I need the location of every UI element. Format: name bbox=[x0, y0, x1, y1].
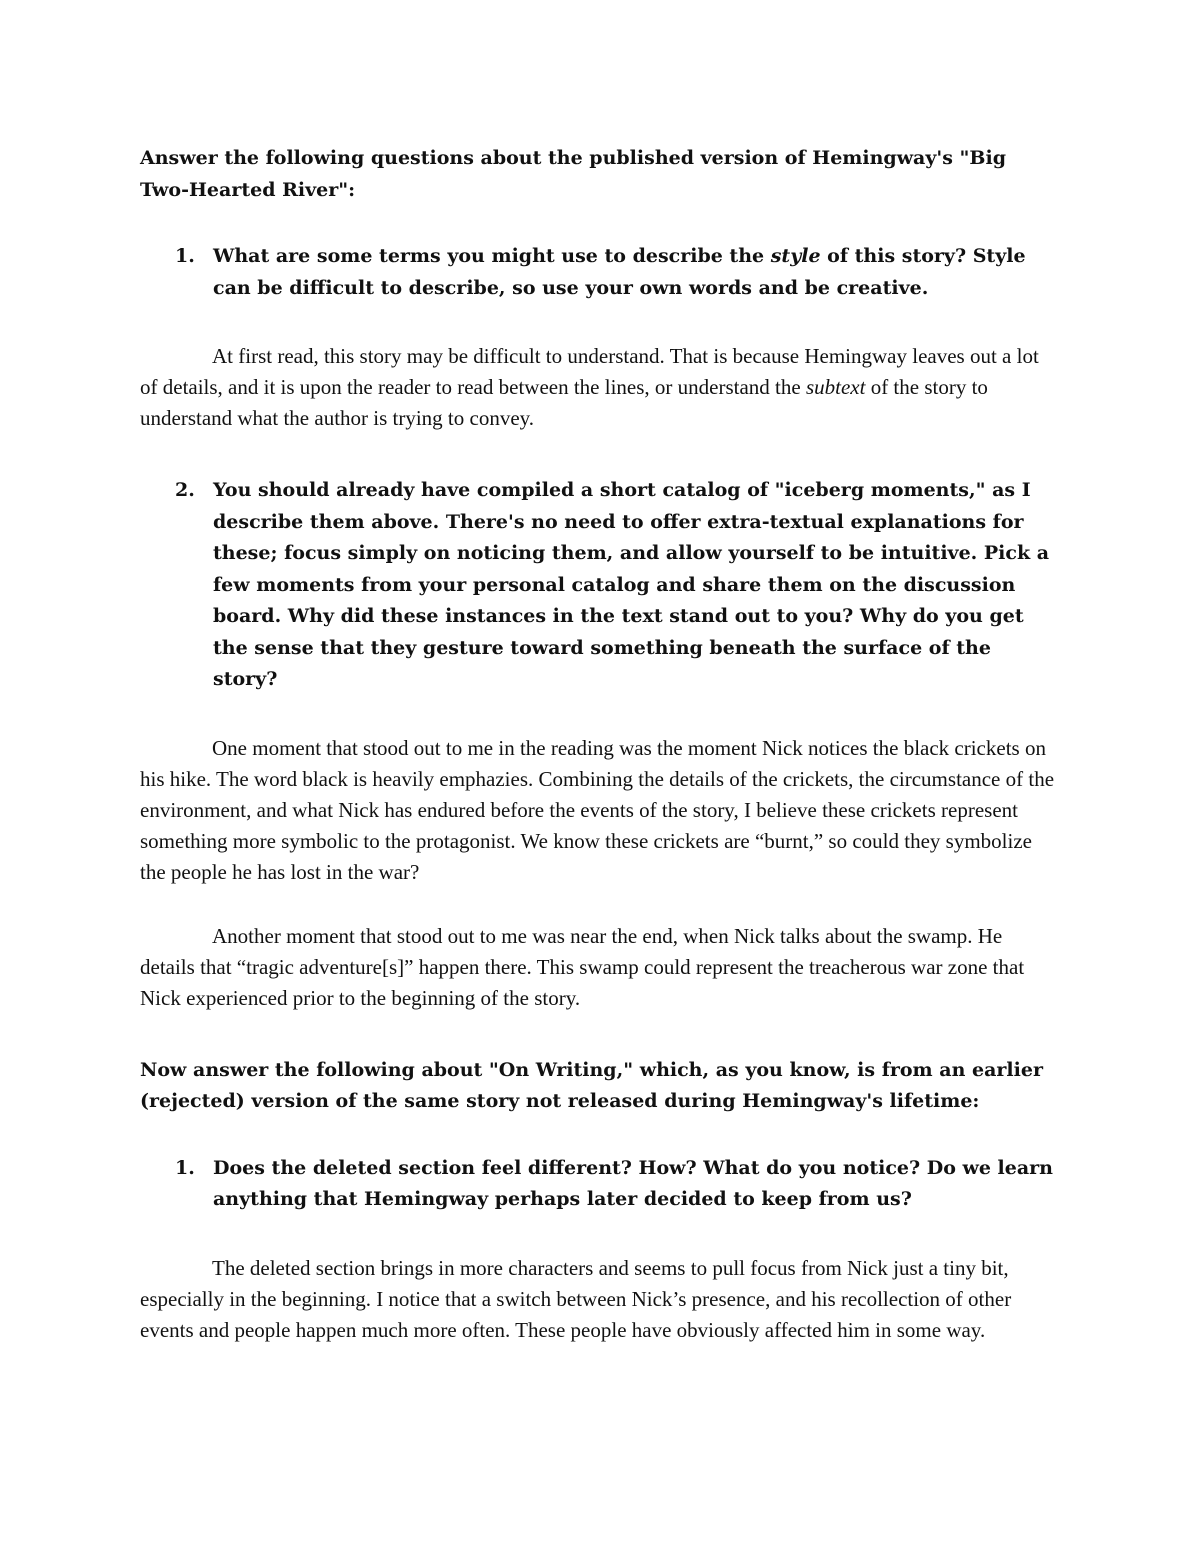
document-body bbox=[140, 143, 1060, 1346]
section-two-heading-line2: (rejected) version of the same story not released during Hemingway's lifetime: bbox=[140, 1090, 980, 1112]
spacer bbox=[140, 206, 1060, 241]
section-one-question-list bbox=[140, 241, 1060, 304]
question-text-part2: of this story? Style can be difficult to describe, so use your own words and be creative. bbox=[213, 245, 1026, 299]
section-two-heading-line1: Now answer the following about "On Writing," which, as you know, is from an earlier bbox=[140, 1058, 1043, 1081]
question-number: 2. bbox=[175, 479, 195, 501]
question-text-part1: What are some terms you might use to describe the bbox=[213, 245, 771, 267]
spacer bbox=[140, 696, 1060, 733]
question-1 bbox=[140, 241, 1060, 304]
answer-2-paragraph-1: One moment that stood out to me in the reading was the moment Nick notices the black crickets on his hike. The word black is heavily emphazies. Combining the details of the crickets, the circumstance of the environment, and what Nick has endured before the events of the story, I believe these crickets represent something more symbolic to the protagonist. We know these crickets are “burnt,” so could they symbolize the people he has lost in the war? bbox=[140, 735, 1055, 884]
section-one-heading bbox=[140, 143, 1060, 206]
answer-2-paragraph-2: Another moment that stood out to me was near the end, when Nick talks about the swamp. He details that “tragic adventure[s]” happen there. This swamp could represent the treacherous war zone that Nick experienced prior to the beginning of the story. bbox=[140, 923, 1025, 1010]
answer-1-part1: At first read, this story may be difficult to understand. That is because Hemingway leaves out a lot of details, and it is upon the reader to read between the lines, or understand the bbox=[140, 344, 1039, 399]
question-emphasis: style bbox=[770, 245, 821, 267]
answer-1 bbox=[140, 341, 1060, 434]
spacer bbox=[140, 1118, 1060, 1153]
question-text: You should already have compiled a short catalog of "iceberg moments," as I describe them above. There's no need to offer extra-textual explanations for these; focus simply on noticing them, and allow yourself to be intuitive. Pick a few moments from your personal catalog and share them on the discussion board. Why did these instances in the text stand out to you? Why do you get the sense that they gesture toward something beneath the surface of the story? bbox=[213, 479, 1050, 690]
question-1-on-writing bbox=[140, 1153, 1060, 1216]
section-one-heading-line2: Two-Hearted River": bbox=[140, 178, 356, 201]
section-two-heading bbox=[140, 1055, 1060, 1118]
answer-1-emphasis: subtext bbox=[805, 375, 866, 399]
question-number: 1. bbox=[175, 1156, 195, 1179]
spacer bbox=[140, 304, 1060, 341]
section-two-question-list bbox=[140, 1153, 1060, 1216]
spacer bbox=[140, 888, 1060, 921]
spacer bbox=[140, 1014, 1060, 1055]
section-one-question-list-2 bbox=[140, 475, 1060, 696]
question-number: 1. bbox=[175, 245, 195, 267]
section-one-heading-line1: Answer the following questions about the published version of Hemingway's "Big bbox=[140, 147, 1006, 169]
spacer bbox=[140, 1216, 1060, 1253]
spacer bbox=[140, 434, 1060, 475]
answer-1-part2: of the story to understand what the author is trying to convey. bbox=[140, 375, 988, 430]
question-text: Does the deleted section feel different? How? What do you notice? Do we learn anything that Hemingway perhaps later decided to keep from us? bbox=[213, 1156, 1053, 1210]
answer-on-writing: The deleted section brings in more characters and seems to pull focus from Nick just a tiny bit, especially in the beginning. I notice that a switch between Nick’s presence, and his recollection of other events and people happen much more often. These people have obviously affected him in some way. bbox=[140, 1255, 1012, 1342]
question-2 bbox=[140, 475, 1060, 696]
